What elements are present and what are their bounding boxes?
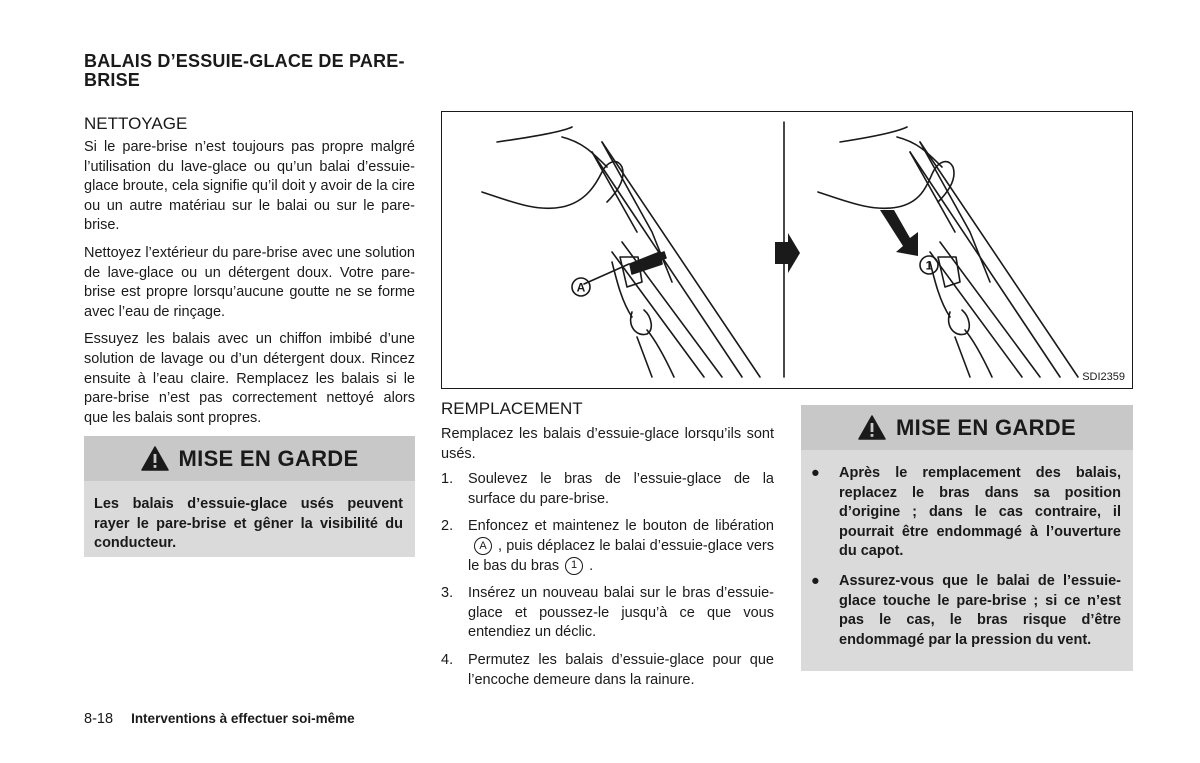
chapter-title: Interventions à effectuer soi-même xyxy=(131,711,355,726)
step-number: 4. xyxy=(441,651,454,668)
warning-bullets-right xyxy=(801,450,1133,650)
warning-text-left: Les balais d’essuie-glace usés peuvent rayer le pare-brise et gêner la visibilité du conducteur. xyxy=(94,496,403,552)
step-item xyxy=(441,584,774,643)
marker-1-icon: 1 xyxy=(565,557,583,575)
step-number: 1. xyxy=(441,471,454,488)
warning-bullet-text: Assurez-vous que le balai de l’essuie-glace touche le pare-brise ; si ce n’est pas le cas, le bras risque d’être endommagé par la pression du vent. xyxy=(839,572,1121,648)
warning-triangle-icon xyxy=(141,446,169,471)
step-item xyxy=(441,470,774,509)
page-footer xyxy=(84,711,355,727)
section-title: BALAIS D’ESSUIE-GLACE DE PARE-BRISE xyxy=(84,51,405,90)
cleaning-paragraph-3: Essuyez les balais avec un chiffon imbibé d’une solution de lavage ou d’un détergent doux. Rincez ensuite à l’eau claire. Remplacez les balais si le pare-brise n’est pas correctement nettoyé alors que les balais sont propres. xyxy=(84,331,415,426)
wiper-illustration xyxy=(442,112,1131,387)
warning-title-right: MISE EN GARDE xyxy=(896,414,1076,440)
cleaning-heading: NETTOYAGE xyxy=(84,114,188,133)
cleaning-paragraph-2: Nettoyez l’extérieur du pare-brise avec une solution de lave-glace ou un détergent doux. Votre pare-brise est propre lorsqu’aucune goutte ne se forme avec l’eau de rinçage. xyxy=(84,244,415,320)
figure-label-a: A xyxy=(576,280,586,295)
bullet-icon: ● xyxy=(811,465,820,481)
step-text: Insérez un nouveau balai sur le bras d’essuie-glace et poussez-le jusqu’à ce que vous entendiez un déclic. xyxy=(468,585,774,641)
warning-bullet-item xyxy=(801,572,1121,650)
step-item xyxy=(441,517,774,576)
warning-header-right xyxy=(801,405,1133,450)
step-number: 2. xyxy=(441,518,454,535)
step-text: Soulevez le bras de l’essuie-glace de la surface du pare-brise. xyxy=(468,471,774,507)
replacement-steps xyxy=(441,470,774,690)
step-text-part: , puis déplacez le balai d’essuie-glace vers le bas du bras xyxy=(468,537,774,574)
wiper-replacement-figure xyxy=(441,111,1133,389)
marker-a-icon: A xyxy=(474,537,492,555)
warning-bullet-text: Après le remplacement des balais, replacez le bras dans sa position d’origine ; dans le cas contraire, il pourrait être endommagé à l’ouverture du capot. xyxy=(839,465,1121,560)
cleaning-section xyxy=(84,114,415,436)
step-number: 3. xyxy=(441,585,454,602)
warning-header-left xyxy=(84,436,415,481)
warning-bullet-item xyxy=(801,464,1121,562)
cleaning-paragraph-1: Si le pare-brise n’est toujours pas propre malgré l’utilisation du lave-glace ou qu’un balai d’essuie-glace broute, cela signifie qu’il doit y avoir de la cire ou un autre matériau sur le balai ou sur le pare-brise. xyxy=(84,139,415,234)
step-text-part: . xyxy=(589,557,594,574)
bullet-icon: ● xyxy=(811,572,820,589)
step-item xyxy=(441,651,774,690)
figure-code: SDI2359 xyxy=(1082,371,1125,383)
step-text-part: Enfoncez et maintenez le bouton de libération xyxy=(468,518,774,535)
figure-label-1: 1 xyxy=(925,258,933,273)
warning-title-left: MISE EN GARDE xyxy=(178,445,359,471)
warning-box-right xyxy=(801,405,1133,671)
step-text: Permutez les balais d’essuie-glace pour que l’encoche demeure dans la rainure. xyxy=(468,651,774,688)
replacement-section xyxy=(441,399,774,698)
warning-triangle-icon xyxy=(858,415,886,440)
replacement-intro: Remplacez les balais d’essuie-glace lorsqu’ils sont usés. xyxy=(441,426,774,462)
page-number: 8-18 xyxy=(84,711,114,727)
warning-box-left xyxy=(84,436,415,557)
step-text xyxy=(468,517,774,576)
replacement-heading: REMPLACEMENT xyxy=(441,399,583,418)
